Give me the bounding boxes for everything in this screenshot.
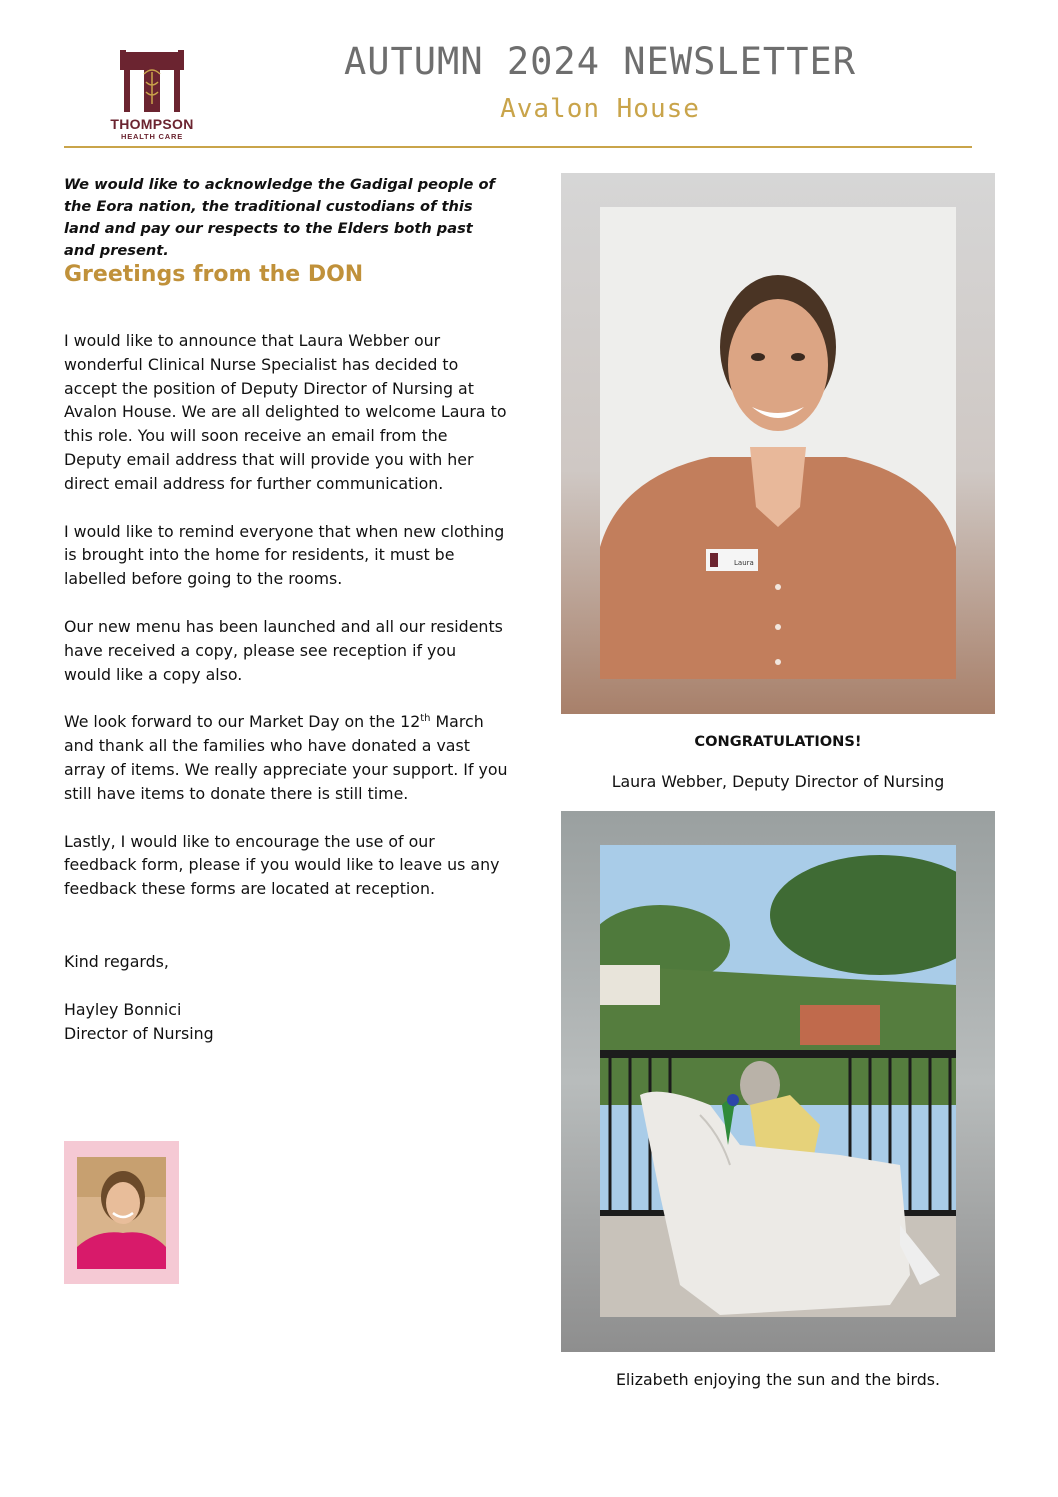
newsletter-title: AUTUMN 2024 NEWSLETTER — [343, 40, 857, 83]
newsletter-subtitle: Avalon House — [500, 94, 700, 124]
paragraph-market-day — [64, 710, 508, 805]
acknowledgement-of-country: We would like to acknowledge the Gadigal people of the Eora nation, the traditional custodians of this land and pay our respects to the Elders both past and present. — [64, 176, 495, 259]
market-day-text-b: March and thank all the families who have donated a vast array of items. We really appreciate your support. If you still have items to donate there is still time. — [64, 712, 508, 803]
laura-caption: Laura Webber, Deputy Director of Nursing — [611, 772, 945, 791]
header-divider — [64, 146, 972, 148]
logo-subtitle: HEALTH CARE — [121, 132, 183, 141]
paragraph-menu: Our new menu has been launched and all our residents have received a copy, please see reception if you would like a copy also. — [64, 616, 503, 684]
elizabeth-photo — [561, 811, 995, 1352]
paragraph-feedback: Lastly, I would like to encourage the use of our feedback form, please if you would like to leave us any feedback these forms are located at reception. — [64, 831, 500, 899]
letter-body — [64, 329, 508, 925]
logo-name: THOMPSON — [110, 116, 194, 132]
signer-name: Hayley Bonnici — [64, 999, 182, 1019]
elizabeth-caption: Elizabeth enjoying the sun and the birds. — [615, 1370, 941, 1389]
name-badge: Laura — [734, 559, 754, 567]
market-day-text-a: We look forward to our Market Day on the 12 — [64, 712, 421, 732]
signoff — [64, 950, 214, 1045]
paragraph-announcement: I would like to announce that Laura Webber our wonderful Clinical Nurse Specialist has decided to accept the position of Deputy Director of Nursing at Avalon House. We are all delighted to welcome Laura to this role. You will soon receive an email from the Deputy email address that will provide you with her direct email address for further communication. — [64, 331, 507, 493]
section-heading: Greetings from the DON — [64, 262, 364, 287]
congratulations-caption: CONGRATULATIONS! — [694, 733, 862, 750]
logo-text — [96, 116, 208, 142]
laura-photo — [561, 173, 995, 714]
closing: Kind regards, — [64, 952, 169, 971]
signer-role: Director of Nursing — [64, 1023, 214, 1043]
ordinal-suffix: th — [420, 713, 431, 725]
paragraph-clothing: I would like to remind everyone that when new clothing is brought into the home for residents, it must be labelled before going to the rooms. — [64, 521, 505, 589]
director-photo — [64, 1141, 179, 1284]
